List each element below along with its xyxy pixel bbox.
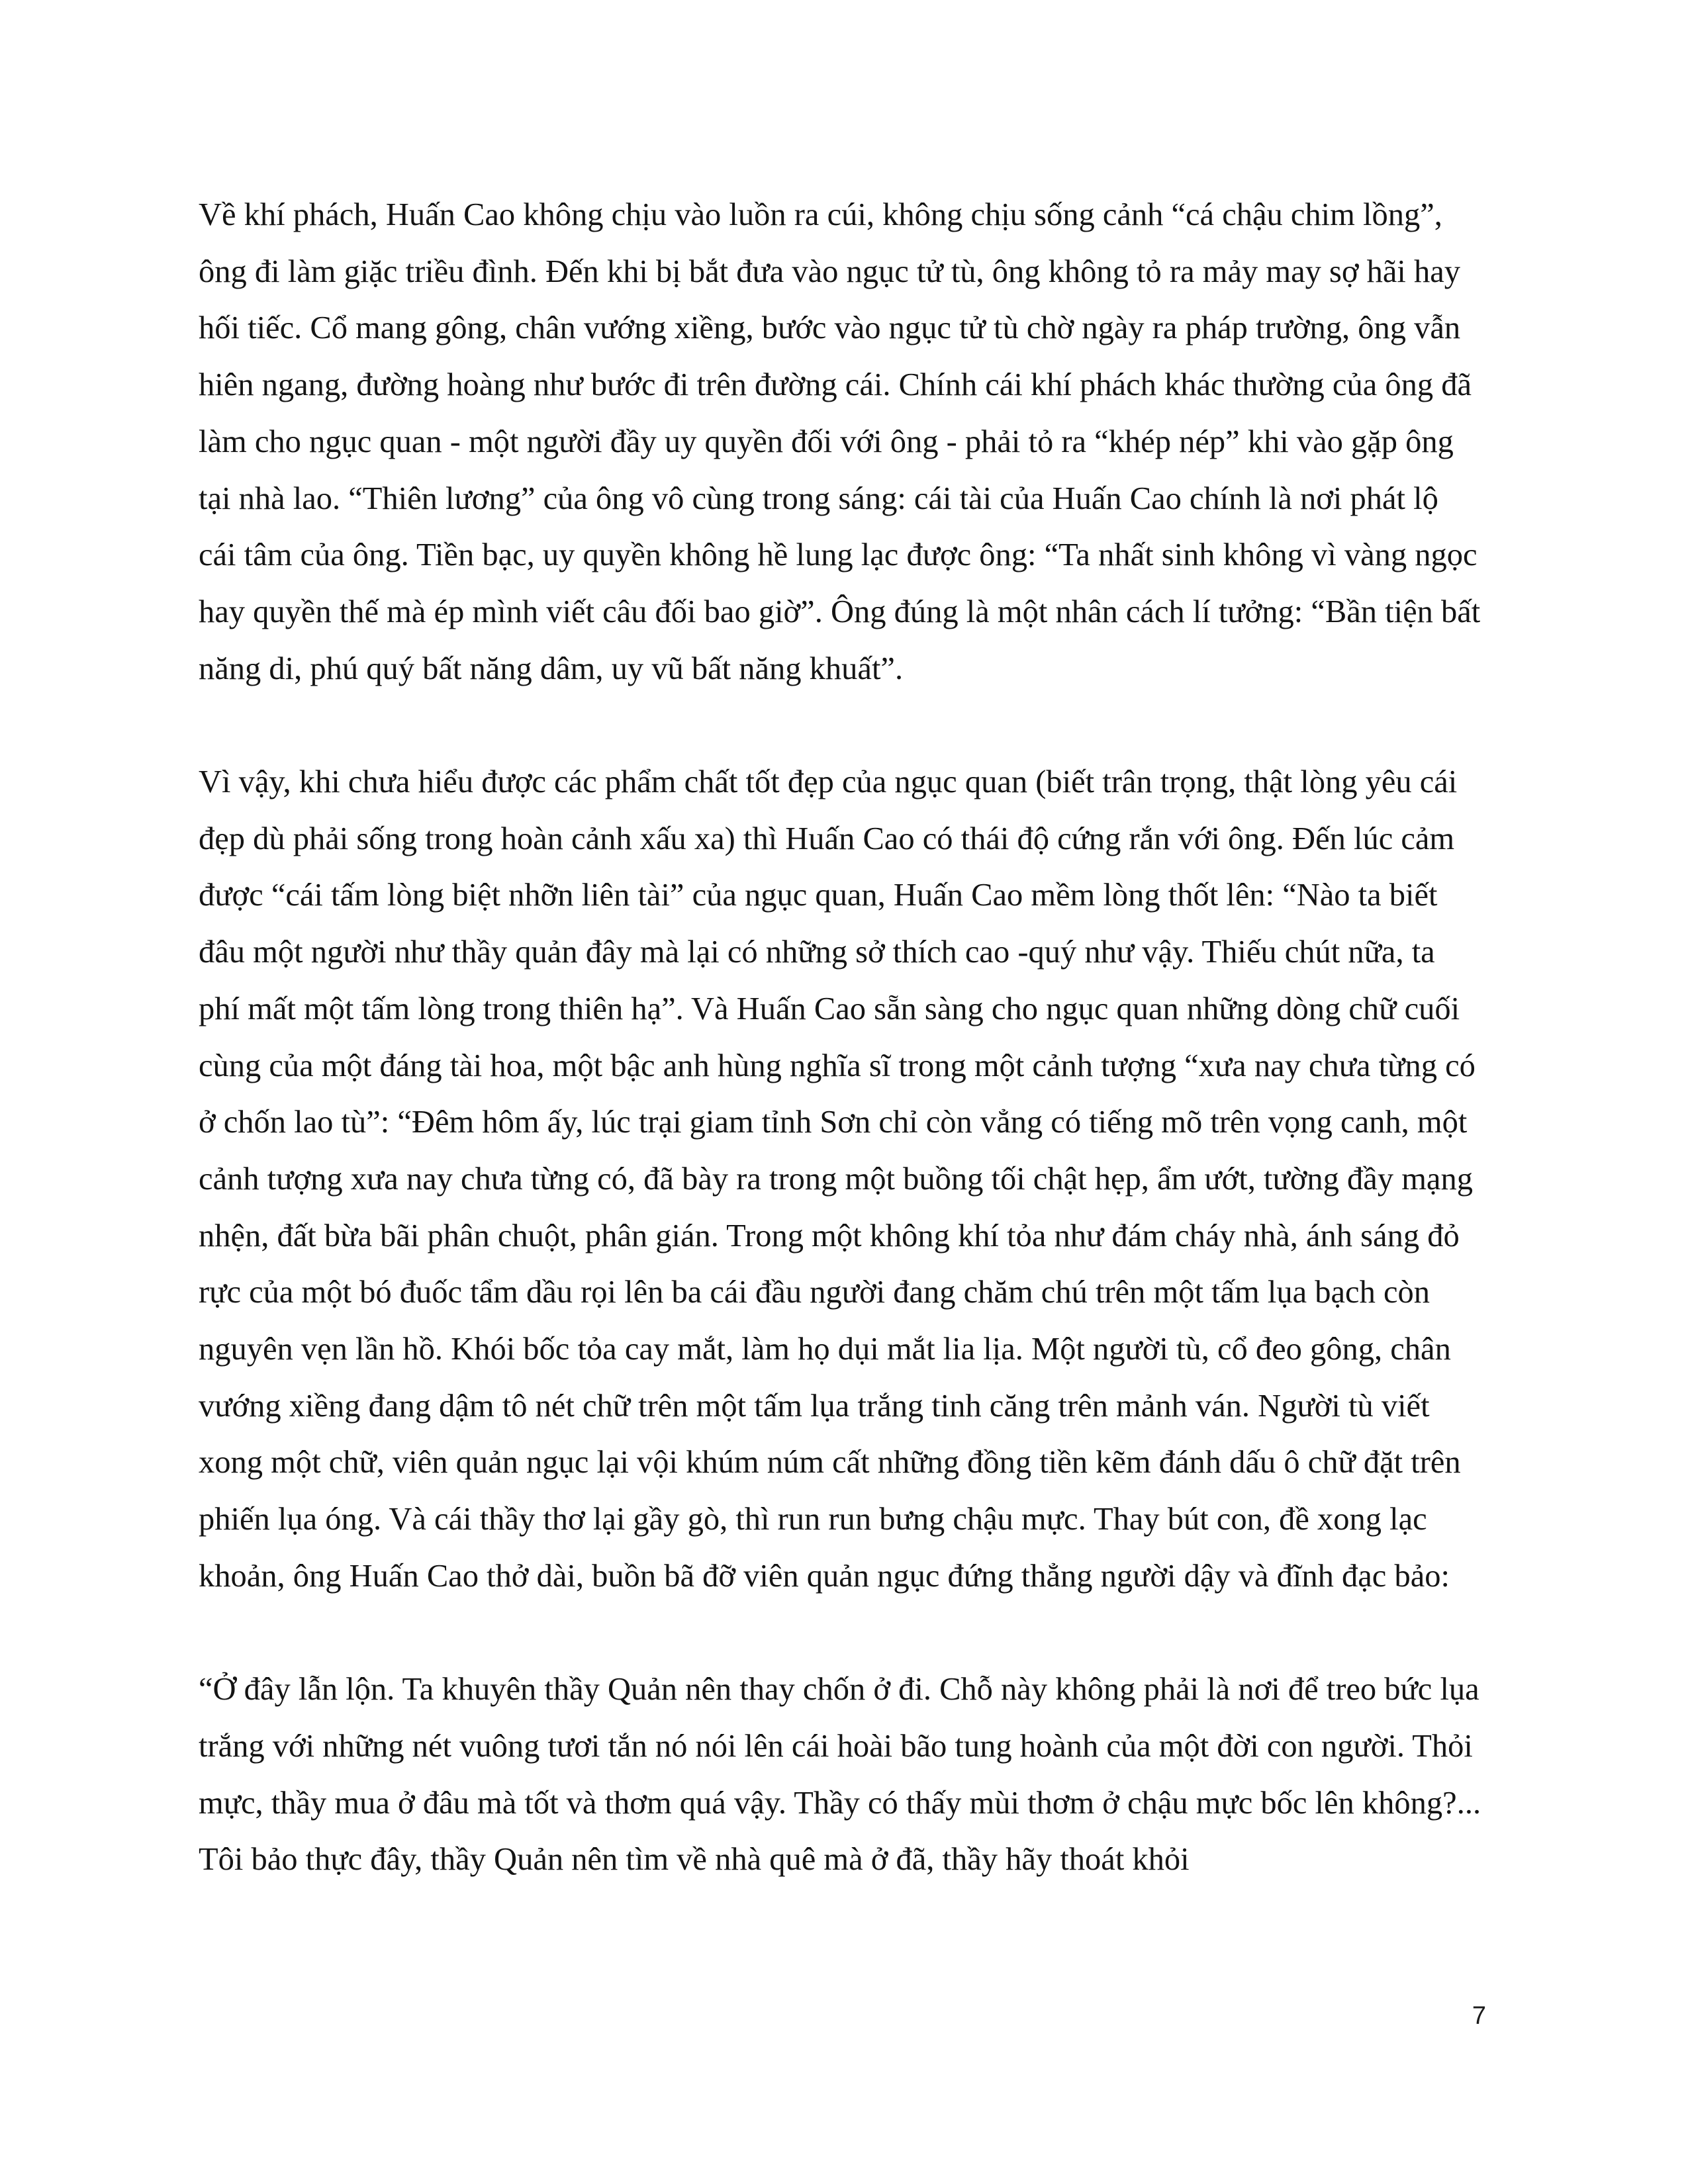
page-number: 7: [1472, 2002, 1486, 2030]
paragraph-2: Vì vậy, khi chưa hiểu được các phẩm chất tốt đẹp của ngục quan (biết trân trọng, thật lòng yêu cái đẹp dù phải sống trong hoàn cảnh xấu xa) thì Huấn Cao có thái độ cứng rắn với ông. Đến lúc cảm được “cái tấm lòng biệt nhỡn liên tài” của ngục quan, Huấn Cao mềm lòng thốt lên: “Nào ta biết đâu một người như thầy quản đây mà lại có những sở thích cao -quý như vậy. Thiếu chút nữa, ta phí mất một tấm lòng trong thiên hạ”. Và Huấn Cao sẵn sàng cho ngục quan những dòng chữ cuối cùng của một đáng tài hoa, một bậc anh hùng nghĩa sĩ trong một cảnh tượng “xưa nay chưa từng có ở chốn lao tù”: “Đêm hôm ấy, lúc trại giam tỉnh Sơn chỉ còn vẳng có tiếng mõ trên vọng canh, một cảnh tượng xưa nay chưa từng có, đã bày ra trong một buồng tối chật hẹp, ẩm ướt, tường đầy mạng nhện, đất bừa bãi phân chuột, phân gián. Trong một không khí tỏa như đám cháy nhà, ánh sáng đỏ rực của một bó đuốc tẩm dầu rọi lên ba cái đầu người đang chăm chú trên một tấm lụa bạch còn nguyên vẹn lần hồ. Khói bốc tỏa cay mắt, làm họ dụi mắt lia lịa. Một người tù, cổ đeo gông, chân vướng xiềng đang dậm tô nét chữ trên một tấm lụa trắng tinh căng trên mảnh ván. Người tù viết xong một chữ, viên quản ngục lại vội khúm núm cất những đồng tiền kẽm đánh dấu ô chữ đặt trên phiến lụa óng. Và cái thầy thơ lại gầy gò, thì run run bưng chậu mực. Thay bút con, đề xong lạc khoản, ông Huấn Cao thở dài, buồn bã đỡ viên quản ngục đứng thẳng người dậy và đĩnh đạc bảo:: [199, 764, 1476, 1594]
paragraph-1: Về khí phách, Huấn Cao không chịu vào luồn ra cúi, không chịu sống cảnh “cá chậu chim lồng”, ông đi làm giặc triều đình. Đến khi bị bắt đưa vào ngục tử tù, ông không tỏ ra mảy may sợ hãi hay hối tiếc. Cổ mang gông, chân vướng xiềng, bước vào ngục tử tù chờ ngày ra pháp trường, ông vẫn hiên ngang, đường hoàng như bước đi trên đường cái. Chính cái khí phách khác thường của ông đã làm cho ngục quan - một người đầy uy quyền đối với ông - phải tỏ ra “khép nép” khi vào gặp ông tại nhà lao. “Thiên lương” của ông vô cùng trong sáng: cái tài của Huấn Cao chính là nơi phát lộ cái tâm của ông. Tiền bạc, uy quyền không hề lung lạc được ông: “Ta nhất sinh không vì vàng ngọc hay quyền thế mà ép mình viết câu đối bao giờ”. Ông đúng là một nhân cách lí tưởng: “Bần tiện bất năng di, phú quý bất năng dâm, uy vũ bất năng khuất”.: [199, 197, 1481, 686]
document-body: [199, 187, 1483, 1945]
paragraph-3: “Ở đây lẫn lộn. Ta khuyên thầy Quản nên thay chốn ở đi. Chỗ này không phải là nơi để treo bức lụa trắng với những nét vuông tươi tắn nó nói lên cái hoài bão tung hoành của một đời con người. Thỏi mực, thầy mua ở đâu mà tốt và thơm quá vậy. Thầy có thấy mùi thơm ở chậu mực bốc lên không?... Tôi bảo thực đây, thầy Quản nên tìm về nhà quê mà ở đã, thầy hãy thoát khỏi: [199, 1672, 1481, 1878]
